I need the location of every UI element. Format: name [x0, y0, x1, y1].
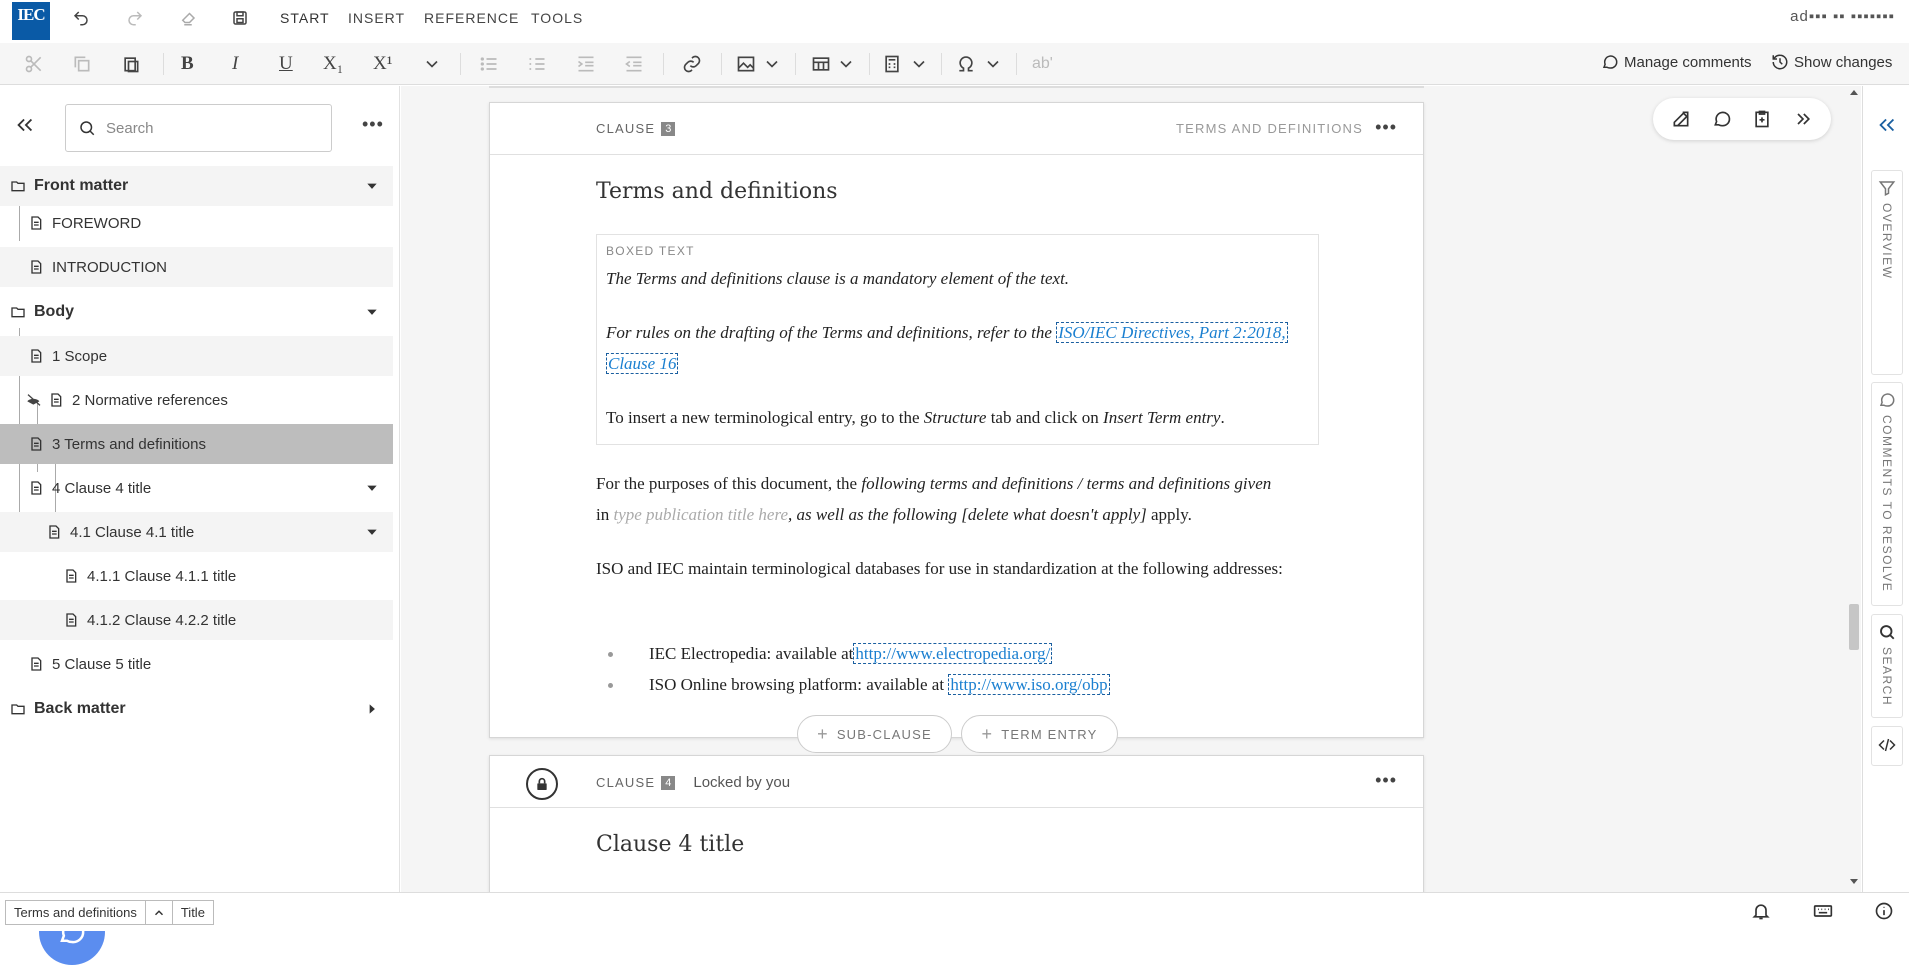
document-editor-area: [401, 86, 1861, 892]
folder-icon: [10, 701, 26, 717]
tree-item-foreword[interactable]: [0, 203, 393, 243]
tree-group-back-matter[interactable]: [0, 689, 393, 729]
lock-icon[interactable]: [526, 768, 558, 800]
bullet-list-icon[interactable]: [479, 52, 499, 76]
search-placeholder: Search: [106, 119, 154, 137]
menu-insert[interactable]: INSERT: [348, 10, 406, 26]
boxed-line-3-structure: Structure: [923, 408, 987, 427]
overview-label: OVERVIEW: [1880, 203, 1894, 280]
clause-3-header: [490, 103, 1423, 155]
clause-4-card: [489, 755, 1424, 892]
folder-icon: [10, 178, 26, 194]
back-matter-label: Back matter: [34, 700, 126, 717]
eraser-icon[interactable]: [178, 8, 198, 28]
terms-label: 3 Terms and definitions: [52, 435, 206, 453]
user-name[interactable]: ad▪▪▪ ▪▪ ▪▪▪▪▪▪▪: [1790, 8, 1895, 25]
clipboard-icon[interactable]: [1752, 109, 1772, 129]
breadcrumb-item-terms[interactable]: Terms and definitions: [14, 905, 137, 920]
clause-4-label: [596, 774, 790, 791]
clause-4-1-1-label: 4.1.1 Clause 4.1.1 title: [87, 567, 237, 585]
tree-item-scope[interactable]: [0, 336, 393, 376]
clause-word: CLAUSE: [596, 121, 656, 136]
link-icon[interactable]: [682, 52, 702, 76]
databases-paragraph[interactable]: ISO and IEC maintain terminological databases for use in standardization at the following addresses:: [596, 559, 1283, 578]
purposes-paragraph[interactable]: [596, 468, 1321, 530]
right-side-panel: [1862, 86, 1909, 892]
save-icon[interactable]: [230, 8, 250, 28]
add-term-entry-label: TERM ENTRY: [1001, 726, 1098, 742]
caret-down-icon[interactable]: [365, 305, 379, 319]
add-term-entry-button[interactable]: [961, 715, 1118, 753]
tree-item-clause-4-1-1[interactable]: [0, 556, 393, 596]
boxed-line-3-insert: Insert Term entry: [1103, 408, 1221, 427]
chevron-down-icon[interactable]: [762, 52, 782, 76]
directives-link-clause[interactable]: Clause 16: [608, 354, 677, 373]
hidden-eye-icon: [26, 392, 42, 408]
scrollbar-thumb[interactable]: [1849, 604, 1859, 650]
boxed-line-3b: tab and click on: [986, 408, 1104, 427]
clause-4-1-label: 4.1 Clause 4.1 title: [70, 523, 195, 541]
chevron-up-icon[interactable]: [145, 901, 173, 924]
normative-references-label: 2 Normative references: [72, 391, 228, 409]
top-bar: [0, 0, 1909, 35]
para1-start: For the purposes of this document, the: [596, 474, 862, 493]
clause-4-title[interactable]: Clause 4 title: [596, 832, 745, 857]
document-icon: [28, 215, 44, 231]
info-icon[interactable]: [1874, 901, 1894, 921]
clause-4-label: 4 Clause 4 title: [52, 479, 152, 497]
boxed-line-2: For rules on the drafting of the Terms and definitions, refer to the: [606, 323, 1057, 342]
para1-in: in: [596, 505, 614, 524]
tree-item-introduction[interactable]: [0, 247, 393, 287]
tree-item-clause-5[interactable]: [0, 644, 393, 684]
para1-italic2: , as well as the following [delete what doesn't apply]: [788, 505, 1147, 524]
front-matter-label: Front matter: [34, 177, 129, 194]
document-icon: [28, 259, 44, 275]
chevron-down-icon[interactable]: [983, 52, 1003, 76]
caret-down-icon[interactable]: [365, 481, 379, 495]
document-outline-sidebar: [0, 86, 400, 892]
outdent-icon[interactable]: [624, 52, 644, 76]
abbreviation-button[interactable]: ab': [1032, 55, 1053, 72]
more-options-icon[interactable]: •••: [1375, 770, 1397, 790]
clause-3-card: [489, 102, 1424, 738]
menu-start[interactable]: START: [280, 10, 330, 26]
tab-overview[interactable]: [1871, 170, 1903, 375]
search-field[interactable]: [65, 104, 332, 152]
para1-end: apply.: [1146, 505, 1192, 524]
underline-button[interactable]: U: [279, 53, 293, 74]
chevron-down-icon[interactable]: [836, 52, 856, 76]
comments-label: COMMENTS TO RESOLVE: [1880, 415, 1894, 593]
status-bar: [0, 892, 1909, 931]
comment-icon: [1878, 391, 1896, 409]
document-icon: [28, 480, 44, 496]
scope-label: 1 Scope: [52, 347, 108, 365]
code-icon: [1878, 736, 1896, 754]
document-icon: [63, 612, 79, 628]
paste-icon[interactable]: [121, 52, 141, 76]
caret-down-icon[interactable]: [365, 179, 379, 193]
copy-icon[interactable]: [72, 52, 92, 76]
search-tab-label: SEARCH: [1880, 647, 1894, 707]
document-icon: [48, 392, 64, 408]
breadcrumb: [5, 900, 214, 925]
chevron-down-icon[interactable]: [909, 52, 929, 76]
boxed-line-3a: To insert a new terminological entry, go to the: [606, 408, 924, 427]
body-label: Body: [34, 303, 74, 320]
database-list: [596, 638, 1110, 700]
tab-search[interactable]: [1871, 614, 1903, 718]
comment-icon[interactable]: [1712, 109, 1732, 129]
tab-comments-to-resolve[interactable]: [1871, 382, 1903, 606]
document-icon: [28, 348, 44, 364]
document-icon: [46, 524, 62, 540]
clause-5-label: 5 Clause 5 title: [52, 655, 152, 673]
folder-icon: [10, 304, 26, 320]
clause-number-badge: 4: [661, 776, 675, 790]
para1-italic: following terms and definitions / terms and definitions given: [861, 474, 1272, 493]
menu-tools[interactable]: TOOLS: [531, 10, 584, 26]
bullet-1-text: IEC Electropedia: available at: [649, 644, 854, 663]
edit-icon[interactable]: [1671, 109, 1691, 129]
locked-status: Locked by you: [693, 774, 791, 791]
search-icon: [78, 119, 96, 137]
chevron-down-icon[interactable]: [422, 52, 442, 76]
bullet-2-text: ISO Online browsing platform: available at: [649, 675, 949, 694]
document-icon: [28, 436, 44, 452]
more-options-icon[interactable]: •••: [362, 114, 384, 134]
foreword-label: FOREWORD: [52, 214, 142, 232]
tree-item-clause-4-1[interactable]: [0, 512, 393, 552]
boxed-line-3c: .: [1220, 408, 1225, 427]
subscript-button[interactable]: X₁: [323, 53, 344, 74]
list-item[interactable]: [596, 669, 1110, 700]
numbered-list-icon[interactable]: [527, 52, 547, 76]
manage-comments-label: Manage comments: [1624, 53, 1752, 71]
tree-item-terms-and-definitions[interactable]: [0, 424, 393, 464]
iec-logo[interactable]: IEC: [12, 2, 50, 40]
clause-4-header: [490, 756, 1423, 808]
boxed-text[interactable]: [596, 234, 1319, 445]
tree-item-clause-4-1-2[interactable]: [0, 600, 393, 640]
clause-action-bar: [1653, 98, 1831, 140]
scrollbar[interactable]: [1847, 86, 1861, 892]
tab-source-code[interactable]: [1871, 726, 1903, 766]
double-chevron-right-icon[interactable]: [1793, 109, 1813, 129]
comment-icon: [1601, 53, 1619, 71]
calculator-icon[interactable]: [882, 52, 902, 76]
show-changes-label: Show changes: [1794, 53, 1893, 71]
menu-reference[interactable]: REFERENCE: [424, 10, 520, 26]
iso-obp-link[interactable]: http://www.iso.org/obp: [950, 675, 1108, 694]
clause-number-badge: 3: [661, 122, 675, 136]
formatting-toolbar: [0, 43, 1909, 85]
plus-icon: +: [981, 723, 994, 744]
search-icon: [1878, 623, 1896, 641]
plus-icon: +: [817, 723, 829, 744]
tree-item-clause-4[interactable]: [0, 468, 393, 508]
omega-icon[interactable]: [956, 52, 976, 76]
previous-card-edge: [489, 86, 1424, 88]
superscript-button[interactable]: X¹: [373, 53, 393, 74]
history-icon: [1771, 53, 1789, 71]
show-changes-button[interactable]: [1771, 53, 1892, 71]
caret-right-icon[interactable]: [365, 702, 379, 716]
filter-icon: [1878, 179, 1896, 197]
more-options-icon[interactable]: •••: [1375, 117, 1397, 137]
clause-3-title[interactable]: Terms and definitions: [596, 179, 838, 204]
indent-icon[interactable]: [576, 52, 596, 76]
clause-word: CLAUSE: [596, 775, 656, 790]
tree-item-normative-references[interactable]: [0, 380, 393, 420]
clause-3-type-label: TERMS AND DEFINITIONS: [1176, 121, 1363, 136]
cut-icon[interactable]: [24, 52, 44, 76]
document-icon: [63, 568, 79, 584]
undo-icon[interactable]: [71, 8, 91, 28]
boxed-text-label: BOXED TEXT: [606, 244, 695, 258]
clause-4-1-2-label: 4.1.2 Clause 4.2.2 title: [87, 611, 237, 629]
directives-link[interactable]: ISO/IEC Directives, Part 2:2018,: [1058, 323, 1286, 342]
list-item[interactable]: [596, 638, 1110, 669]
image-icon[interactable]: [736, 52, 756, 76]
table-icon[interactable]: [811, 52, 831, 76]
tree-group-body[interactable]: [0, 292, 393, 332]
breadcrumb-item-title[interactable]: Title: [180, 905, 205, 920]
redo-icon[interactable]: [125, 8, 145, 28]
collapse-sidebar-icon[interactable]: [14, 114, 36, 136]
italic-button[interactable]: I: [232, 53, 239, 74]
tree-group-front-matter[interactable]: [0, 166, 393, 206]
clause-3-label: [596, 121, 675, 136]
document-icon: [28, 656, 44, 672]
electropedia-link[interactable]: http://www.electropedia.org/: [855, 644, 1051, 663]
introduction-label: INTRODUCTION: [52, 258, 167, 276]
boxed-line-1: The Terms and definitions clause is a mandatory element of the text.: [606, 269, 1070, 288]
add-sub-clause-label: SUB-CLAUSE: [836, 726, 932, 742]
keyboard-icon[interactable]: [1813, 901, 1833, 921]
caret-down-icon[interactable]: [365, 525, 379, 539]
expand-panel-icon[interactable]: [1876, 114, 1898, 136]
publication-title-placeholder[interactable]: type publication title here: [613, 505, 788, 524]
manage-comments-button[interactable]: [1601, 53, 1752, 71]
add-sub-clause-button[interactable]: [797, 715, 952, 753]
bold-button[interactable]: B: [181, 53, 194, 74]
bell-icon[interactable]: [1751, 901, 1771, 921]
